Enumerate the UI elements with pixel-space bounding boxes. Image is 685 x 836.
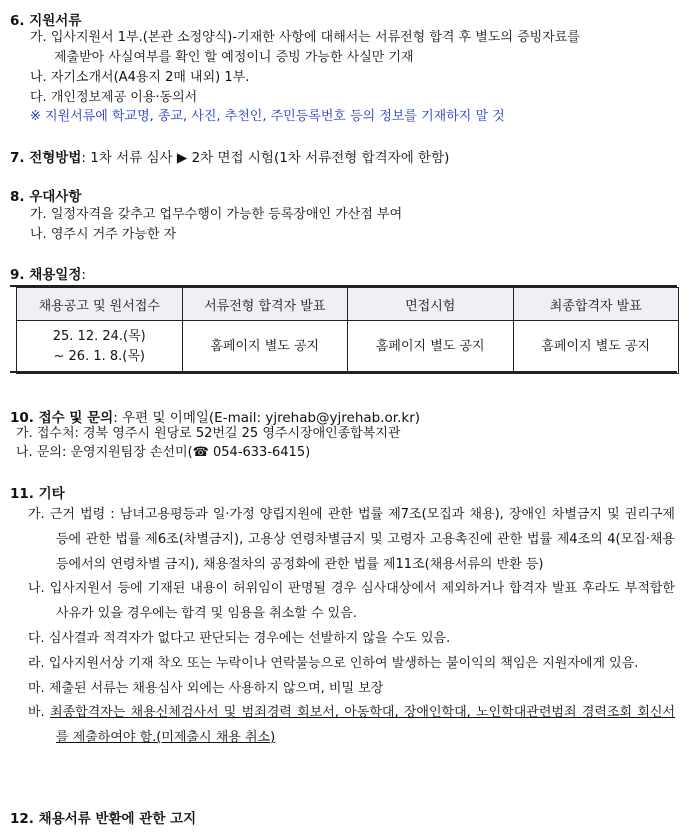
sec10-item-ga: 가. 접수처: 경북 영주시 원당로 52번길 25 영주시장애인종합복지관 [16,426,401,441]
sec6-item-ga-line2: 제출받아 사실여부를 확인 할 예정이니 증빙 가능한 사실만 기재 [54,50,414,65]
sec6-note: ※ 지원서류에 학교명, 종교, 사진, 추천인, 주민등록번호 등의 정보를 기재하지 말 것 [30,109,505,124]
section-8-title: 8. 우대사항 [10,189,82,205]
section-9: 9. 채용일정: [10,267,86,283]
schedule-cell-document-result: 홈페이지 별도 공지 [182,321,348,374]
header-cell: 서류전형 합격자 발표 [182,288,348,321]
schedule-cell-period [17,321,183,374]
table-bottom-rule [10,371,677,373]
section-7-title: 7. 전형방법 [10,150,82,166]
header-cell: 최종합격자 발표 [513,288,679,321]
header-cell: 면접시험 [348,288,514,321]
section-9-title: 9. 채용일정 [10,267,82,283]
section-10-title: 10. 접수 및 문의 [10,410,114,426]
section-12-title: 12. 채용서류 반환에 관한 고지 [10,811,197,827]
section-7-text: : 1차 서류 심사 ▶ 2차 면접 시험(1차 서류전형 합격자에 한함) [81,150,450,166]
schedule-row [17,321,679,374]
sec11-item-ga: 가. 근거 법령 : 남녀고용평등과 일·가정 양립지원에 관한 법률 제7조(모집과 채용), 장애인 차별금지 및 권리구제 등에 관한 법률 제6조(차별금지), 고용상 연령차별금지 및 고령자 고용촉진에 관한 법률 제4조의 4(모집·채용 등에서의 연령차별 금지), 채용절차의 공정화에 관한 법률 제11조(채용서류의 반환 등) [28,507,675,572]
sec10-item-na: 나. 문의: 운영지원팀장 손선미(☎ 054-633-6415) [16,445,311,460]
sec8-item-na: 나. 영주시 거주 가능한 자 [30,227,177,242]
sec11-item-ba-underlined: 최종합격자는 채용신체검사서 및 범죄경력 회보서, 아동학대, 장애인학대, 노인학대관련범죄 경력조회 회신서를 제출하여야 함.(미제출시 채용 취소) [49,705,676,746]
schedule-header-row [17,288,679,321]
sec11-item-na: 나. 입사지원서 등에 기재된 내용이 허위임이 판명될 경우 심사대상에서 제외하거나 합격자 발표 후라도 부적합한 사유가 있을 경우에는 합격 및 임용을 취소할 수 있음. [28,581,675,622]
section-11-title: 11. 기타 [10,486,65,502]
sec6-item-da: 다. 개인정보제공 이용·동의서 [30,90,198,105]
section-10-text: : 우편 및 이메일(E-mail: yjrehab@yjrehab.or.kr) [113,410,421,426]
section-7 [10,146,449,166]
sec11-item-ma: 마. 제출된 서류는 채용심사 외에는 사용하지 않으며, 비밀 보장 [28,680,384,696]
period-start: 25. 12. 24.(목) [52,329,146,344]
sec6-item-na: 나. 자기소개서(A4용지 2매 내외) 1부. [30,70,250,85]
schedule-cell-final-result: 홈페이지 별도 공지 [513,321,679,374]
sec11-item-ba: 바. 최종합격자는 채용신체검사서 및 범죄경력 회보서, 아동학대, 장애인학대, 노인학대관련범죄 경력조회 회신서를 제출하여야 함.(미제출시 채용 취소) [28,705,676,746]
sec11-item-ra: 라. 입사지원서상 기재 착오 또는 누락이나 연락불능으로 인하여 발생하는 불이익의 책임은 지원자에게 있음. [28,655,639,671]
header-cell: 채용공고 및 원서접수 [17,288,183,321]
sec11-item-da: 다. 심사결과 적격자가 없다고 판단되는 경우에는 선발하지 않을 수도 있음. [28,630,451,646]
sec6-item-ga-line1: 가. 입사지원서 1부.(본관 소정양식)-기재한 사항에 대해서는 서류전형 합격 후 별도의 증빙자료를 [30,30,580,45]
sec8-item-ga: 가. 일정자격을 갖추고 업무수행이 가능한 등록장애인 가산점 부여 [30,207,403,222]
schedule-cell-interview: 홈페이지 별도 공지 [348,321,514,374]
period-end: ~ 26. 1. 8.(목) [53,349,145,364]
schedule-table [16,287,679,374]
sec11-list [28,503,675,751]
section-10 [10,406,420,426]
section-6-title: 6. 지원서류 [10,13,82,29]
